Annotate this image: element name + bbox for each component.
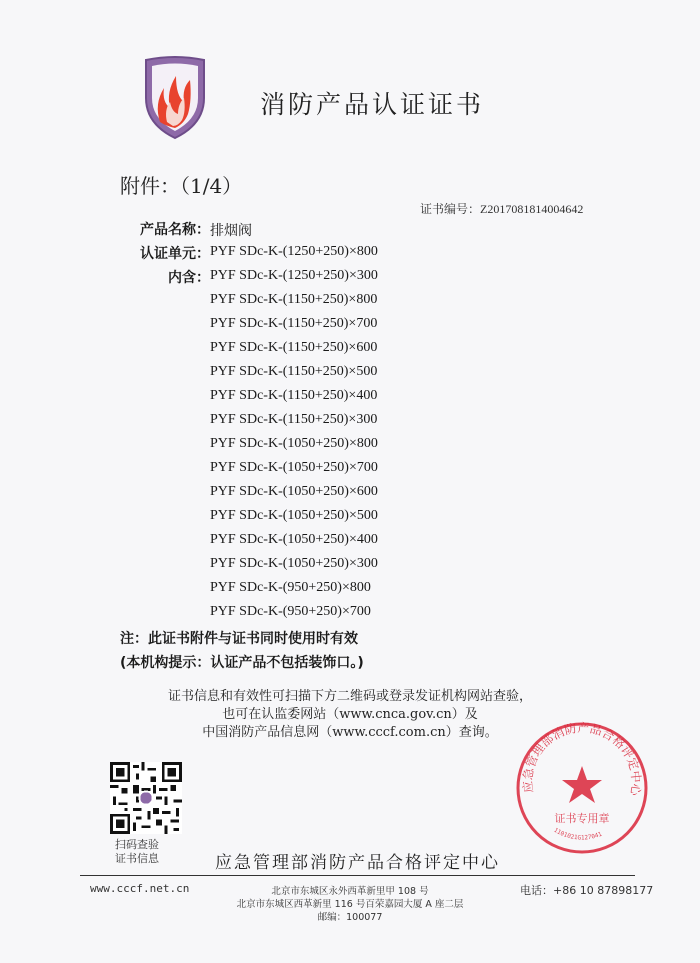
verify-line-3: 中国消防产品信息网（www.cccf.com.cn）查询。 <box>202 725 498 740</box>
includes-label: 内含： <box>168 270 210 286</box>
cccf-logo <box>140 52 210 140</box>
certificate-title: 消防产品认证证书 <box>260 90 485 119</box>
verify-line-2: 也可在认监委网站（www.cnca.gov.cn）及 <box>222 707 478 722</box>
footer-address-1: 北京市东城区永外西革新里甲 108 号 <box>271 886 429 897</box>
product-name-label: 产品名称： <box>140 222 210 238</box>
qr-caption-line-2: 证书信息 <box>115 852 159 865</box>
included-model: PYF SDc-K-(1050+250)×800 <box>210 436 378 451</box>
footer-divider <box>80 875 635 876</box>
included-model: PYF SDc-K-(1150+250)×300 <box>210 412 378 427</box>
qr-code[interactable] <box>110 762 182 834</box>
included-model: PYF SDc-K-(1150+250)×700 <box>210 316 378 331</box>
included-model: PYF SDc-K-(1050+250)×500 <box>210 508 378 523</box>
footer-telephone: 电话：+86 10 87898177 <box>520 884 654 897</box>
included-model: PYF SDc-K-(1050+250)×600 <box>210 484 378 499</box>
included-model: PYF SDc-K-(950+250)×700 <box>210 604 371 619</box>
certificate-number <box>420 200 583 217</box>
seal-center-text: 证书专用章 <box>554 812 610 825</box>
included-model: PYF SDc-K-(1150+250)×400 <box>210 388 378 403</box>
seal-serial: 1101021G127041 <box>552 826 604 842</box>
footer-website[interactable]: www.cccf.net.cn <box>90 882 190 895</box>
cert-no-value: Z2017081814004642 <box>480 202 584 216</box>
official-seal <box>512 718 652 858</box>
included-model: PYF SDc-K-(1050+250)×700 <box>210 460 378 475</box>
included-model: PYF SDc-K-(950+250)×800 <box>210 580 371 595</box>
qr-caption-line-1: 扫码查验 <box>115 838 159 851</box>
issuer-name: 应急管理部消防产品合格评定中心 <box>215 853 500 873</box>
included-model: PYF SDc-K-(1150+250)×500 <box>210 364 378 379</box>
seal-ring-text: 应急管理部消防产品合格评定中心 <box>520 720 644 797</box>
product-name: 排烟阀 <box>210 224 252 239</box>
verify-line-1: 证书信息和有效性可扫描下方二维码或登录发证机构网站查验， <box>167 689 532 704</box>
footer-postcode: 邮编：100077 <box>317 912 383 923</box>
included-model: PYF SDc-K-(1050+250)×300 <box>210 556 378 571</box>
qr-caption <box>115 838 159 866</box>
included-model: PYF SDc-K-(1250+250)×300 <box>210 268 378 283</box>
included-model: PYF SDc-K-(1050+250)×400 <box>210 532 378 547</box>
validity-note: 注：此证书附件与证书同时使用时有效 <box>120 631 358 647</box>
included-model: PYF SDc-K-(1150+250)×800 <box>210 292 378 307</box>
annex-number: 附件：（1/4） <box>120 174 243 198</box>
footer-address-2: 北京市东城区西革新里 116 号百荣嘉园大厦 A 座二层 <box>236 899 464 910</box>
included-model: PYF SDc-K-(1150+250)×600 <box>210 340 378 355</box>
decoration-note: (本机构提示：认证产品不包括装饰口。) <box>120 655 364 671</box>
cert-unit-label: 认证单元： <box>140 246 210 262</box>
cert-unit: PYF SDc-K-(1250+250)×800 <box>210 244 378 259</box>
cert-no-label: 证书编号： <box>420 202 481 216</box>
